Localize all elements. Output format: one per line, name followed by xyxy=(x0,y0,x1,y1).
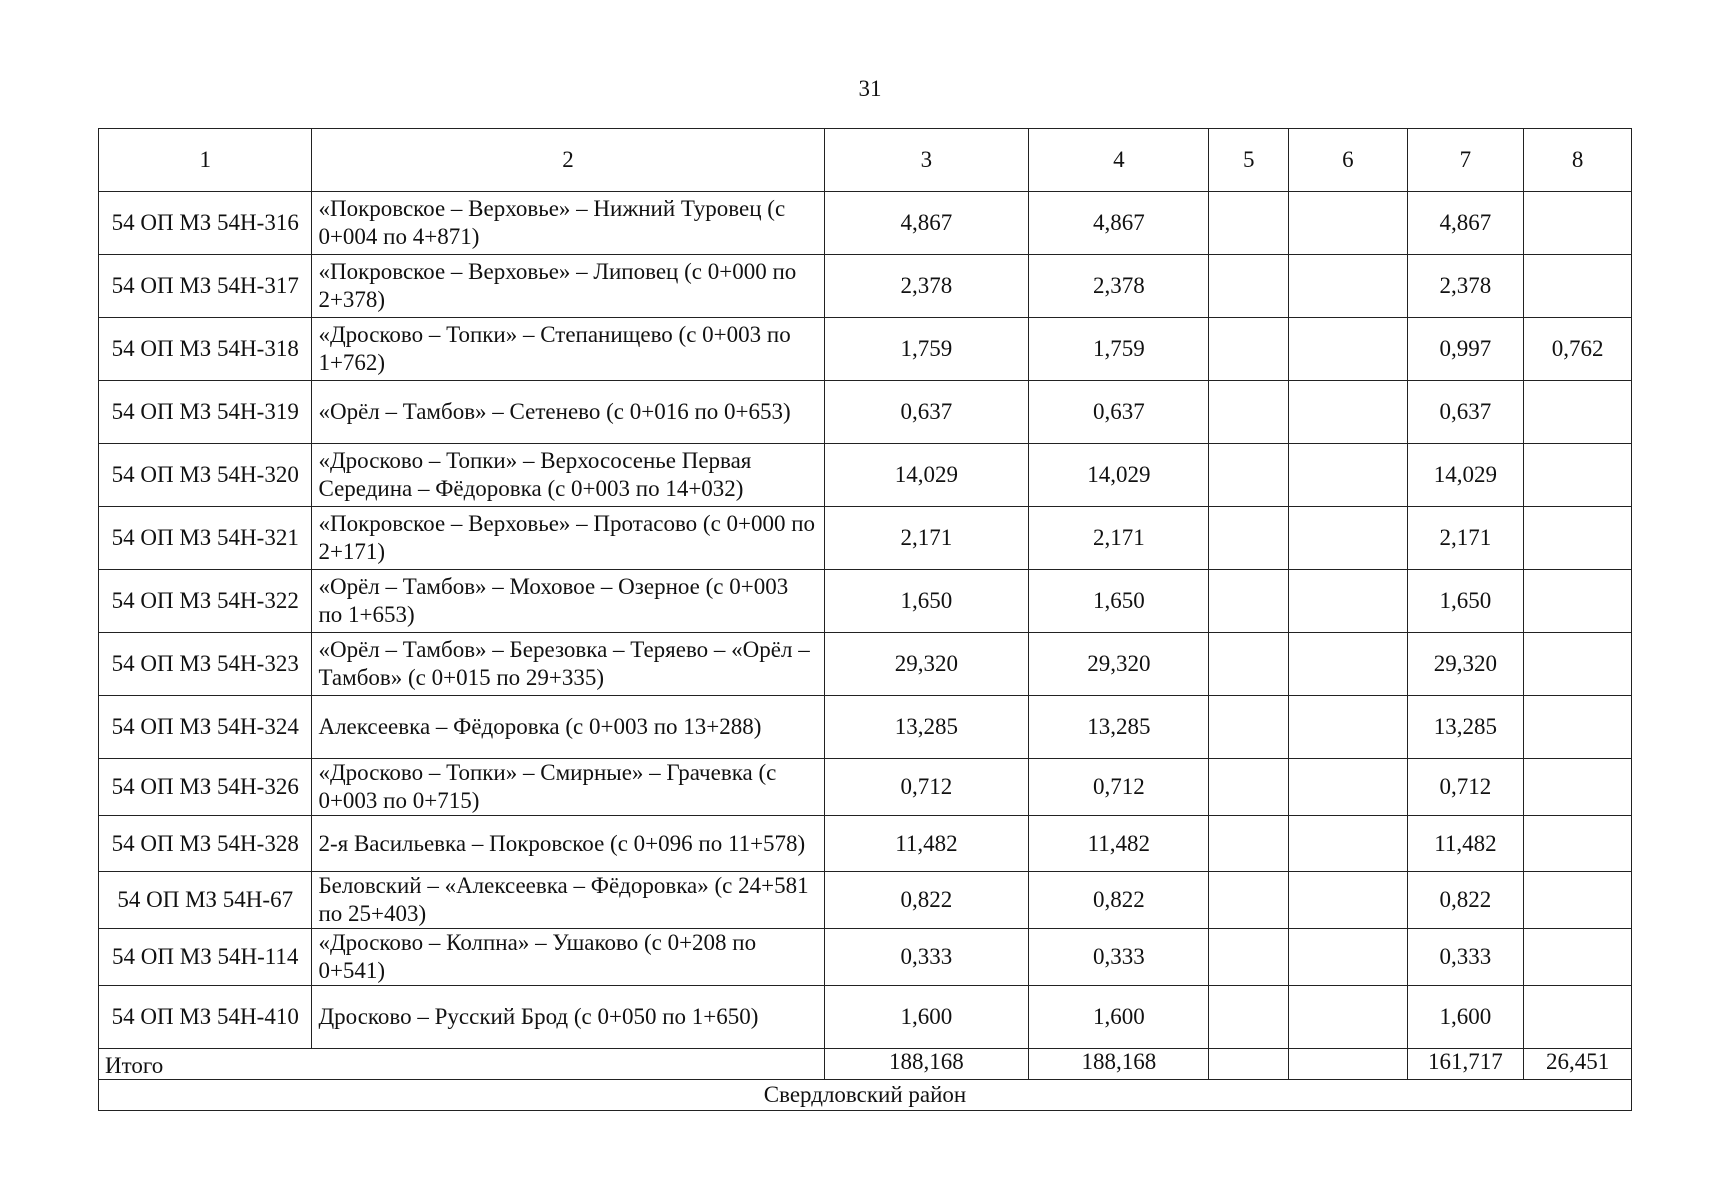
value-cell xyxy=(1209,192,1289,255)
value-cell: 11,482 xyxy=(1407,816,1523,872)
value-cell: 1,759 xyxy=(824,318,1029,381)
table-row xyxy=(99,381,1632,444)
value-cell xyxy=(1524,255,1632,318)
table-row xyxy=(99,192,1632,255)
value-cell xyxy=(1209,929,1289,986)
value-cell xyxy=(1209,318,1289,381)
value-cell: 11,482 xyxy=(824,816,1029,872)
road-code-cell: 54 ОП МЗ 54Н-410 xyxy=(99,986,312,1049)
road-name-cell: «Покровское – Верховье» – Протасово (с 0+000 по 2+171) xyxy=(312,507,824,570)
value-cell: 1,650 xyxy=(824,570,1029,633)
value-cell: 0,333 xyxy=(1029,929,1209,986)
value-cell: 4,867 xyxy=(1407,192,1523,255)
header-cell: 4 xyxy=(1029,129,1209,192)
total-value-cell: 188,168 xyxy=(824,1049,1029,1080)
value-cell: 13,285 xyxy=(824,696,1029,759)
value-cell: 29,320 xyxy=(1407,633,1523,696)
value-cell xyxy=(1209,381,1289,444)
road-code-cell: 54 ОП МЗ 54Н-322 xyxy=(99,570,312,633)
header-cell: 8 xyxy=(1524,129,1632,192)
value-cell xyxy=(1209,444,1289,507)
road-code-cell: 54 ОП МЗ 54Н-324 xyxy=(99,696,312,759)
value-cell: 0,762 xyxy=(1524,318,1632,381)
value-cell: 2,171 xyxy=(1407,507,1523,570)
value-cell: 13,285 xyxy=(1029,696,1209,759)
road-code-cell: 54 ОП МЗ 54Н-323 xyxy=(99,633,312,696)
value-cell: 0,637 xyxy=(824,381,1029,444)
table-row xyxy=(99,318,1632,381)
value-cell xyxy=(1209,759,1289,816)
road-code-cell: 54 ОП МЗ 54Н-326 xyxy=(99,759,312,816)
value-cell xyxy=(1524,570,1632,633)
value-cell xyxy=(1524,872,1632,929)
table-row xyxy=(99,570,1632,633)
table-row xyxy=(99,444,1632,507)
value-cell: 0,712 xyxy=(1029,759,1209,816)
road-name-cell: Алексеевка – Фёдоровка (с 0+003 по 13+288) xyxy=(312,696,824,759)
header-cell: 1 xyxy=(99,129,312,192)
value-cell: 4,867 xyxy=(824,192,1029,255)
value-cell xyxy=(1289,318,1408,381)
table-row xyxy=(99,759,1632,816)
value-cell xyxy=(1289,696,1408,759)
table-row xyxy=(99,696,1632,759)
road-code-cell: 54 ОП МЗ 54Н-328 xyxy=(99,816,312,872)
road-name-cell: «Дросково – Топки» – Степанищево (с 0+003 по 1+762) xyxy=(312,318,824,381)
total-row xyxy=(99,1049,1632,1080)
value-cell xyxy=(1524,444,1632,507)
header-row xyxy=(99,129,1632,192)
value-cell xyxy=(1209,872,1289,929)
value-cell xyxy=(1524,381,1632,444)
value-cell: 0,712 xyxy=(1407,759,1523,816)
value-cell xyxy=(1524,929,1632,986)
road-code-cell: 54 ОП МЗ 54Н-316 xyxy=(99,192,312,255)
value-cell xyxy=(1524,507,1632,570)
road-code-cell: 54 ОП МЗ 54Н-318 xyxy=(99,318,312,381)
total-value-cell: 26,451 xyxy=(1524,1049,1632,1080)
value-cell: 2,378 xyxy=(1029,255,1209,318)
value-cell: 11,482 xyxy=(1029,816,1209,872)
value-cell: 1,600 xyxy=(1407,986,1523,1049)
total-value-cell xyxy=(1209,1049,1289,1080)
district-heading: Свердловский район xyxy=(99,1080,1632,1111)
value-cell xyxy=(1209,633,1289,696)
value-cell: 0,637 xyxy=(1029,381,1209,444)
road-name-cell: «Орёл – Тамбов» – Березовка – Теряево – «Орёл – Тамбов» (с 0+015 по 29+335) xyxy=(312,633,824,696)
value-cell: 2,171 xyxy=(824,507,1029,570)
header-cell: 2 xyxy=(312,129,824,192)
value-cell: 2,171 xyxy=(1029,507,1209,570)
value-cell xyxy=(1524,816,1632,872)
value-cell: 0,333 xyxy=(1407,929,1523,986)
value-cell xyxy=(1209,255,1289,318)
value-cell xyxy=(1289,570,1408,633)
value-cell xyxy=(1209,696,1289,759)
value-cell: 1,600 xyxy=(1029,986,1209,1049)
road-name-cell: «Орёл – Тамбов» – Моховое – Озерное (с 0+003 по 1+653) xyxy=(312,570,824,633)
value-cell: 2,378 xyxy=(824,255,1029,318)
table-row xyxy=(99,872,1632,929)
value-cell: 1,650 xyxy=(1029,570,1209,633)
value-cell: 0,712 xyxy=(824,759,1029,816)
total-label: Итого xyxy=(99,1049,825,1080)
value-cell: 29,320 xyxy=(1029,633,1209,696)
value-cell xyxy=(1524,192,1632,255)
road-code-cell: 54 ОП МЗ 54Н-320 xyxy=(99,444,312,507)
total-value-cell: 161,717 xyxy=(1407,1049,1523,1080)
value-cell xyxy=(1209,507,1289,570)
value-cell: 14,029 xyxy=(1407,444,1523,507)
value-cell xyxy=(1289,381,1408,444)
header-cell: 7 xyxy=(1407,129,1523,192)
value-cell: 0,637 xyxy=(1407,381,1523,444)
header-cell: 5 xyxy=(1209,129,1289,192)
road-name-cell: Дросково – Русский Брод (с 0+050 по 1+650) xyxy=(312,986,824,1049)
value-cell: 13,285 xyxy=(1407,696,1523,759)
total-value-cell xyxy=(1289,1049,1408,1080)
road-code-cell: 54 ОП МЗ 54Н-317 xyxy=(99,255,312,318)
value-cell: 14,029 xyxy=(1029,444,1209,507)
value-cell: 14,029 xyxy=(824,444,1029,507)
value-cell: 0,822 xyxy=(824,872,1029,929)
value-cell: 1,600 xyxy=(824,986,1029,1049)
value-cell: 0,822 xyxy=(1029,872,1209,929)
value-cell xyxy=(1524,696,1632,759)
value-cell xyxy=(1289,192,1408,255)
road-name-cell: 2-я Васильевка – Покровское (с 0+096 по 11+578) xyxy=(312,816,824,872)
header-cell: 3 xyxy=(824,129,1029,192)
road-name-cell: «Дросково – Топки» – Смирные» – Грачевка (с 0+003 по 0+715) xyxy=(312,759,824,816)
value-cell xyxy=(1524,986,1632,1049)
value-cell xyxy=(1209,816,1289,872)
value-cell: 0,997 xyxy=(1407,318,1523,381)
road-name-cell: «Дросково – Топки» – Верхососенье Первая Середина – Фёдоровка (с 0+003 по 14+032) xyxy=(312,444,824,507)
value-cell xyxy=(1289,255,1408,318)
value-cell: 1,650 xyxy=(1407,570,1523,633)
road-name-cell: «Покровское – Верховье» – Нижний Туровец (с 0+004 по 4+871) xyxy=(312,192,824,255)
value-cell: 0,822 xyxy=(1407,872,1523,929)
value-cell xyxy=(1289,759,1408,816)
value-cell xyxy=(1289,929,1408,986)
roads-table xyxy=(98,128,1632,1111)
value-cell xyxy=(1289,633,1408,696)
value-cell xyxy=(1524,633,1632,696)
road-name-cell: «Покровское – Верховье» – Липовец (с 0+000 по 2+378) xyxy=(312,255,824,318)
table-row xyxy=(99,507,1632,570)
district-row xyxy=(99,1080,1632,1111)
table-row xyxy=(99,633,1632,696)
total-value-cell: 188,168 xyxy=(1029,1049,1209,1080)
value-cell xyxy=(1289,816,1408,872)
value-cell: 4,867 xyxy=(1029,192,1209,255)
header-cell: 6 xyxy=(1289,129,1408,192)
road-name-cell: «Дросково – Колпна» – Ушаково (с 0+208 по 0+541) xyxy=(312,929,824,986)
road-name-cell: Беловский – «Алексеевка – Фёдоровка» (с 24+581 по 25+403) xyxy=(312,872,824,929)
table-row xyxy=(99,255,1632,318)
road-code-cell: 54 ОП МЗ 54Н-319 xyxy=(99,381,312,444)
road-code-cell: 54 ОП МЗ 54Н-67 xyxy=(99,872,312,929)
value-cell xyxy=(1289,507,1408,570)
value-cell xyxy=(1289,444,1408,507)
page-number: 31 xyxy=(858,76,882,101)
road-code-cell: 54 ОП МЗ 54Н-321 xyxy=(99,507,312,570)
value-cell: 29,320 xyxy=(824,633,1029,696)
value-cell: 2,378 xyxy=(1407,255,1523,318)
value-cell xyxy=(1209,986,1289,1049)
table-row xyxy=(99,816,1632,872)
value-cell xyxy=(1524,759,1632,816)
road-code-cell: 54 ОП МЗ 54Н-114 xyxy=(99,929,312,986)
value-cell xyxy=(1209,570,1289,633)
table-row xyxy=(99,986,1632,1049)
road-name-cell: «Орёл – Тамбов» – Сетенево (с 0+016 по 0+653) xyxy=(312,381,824,444)
value-cell xyxy=(1289,872,1408,929)
table-row xyxy=(99,929,1632,986)
value-cell: 0,333 xyxy=(824,929,1029,986)
value-cell: 1,759 xyxy=(1029,318,1209,381)
value-cell xyxy=(1289,986,1408,1049)
